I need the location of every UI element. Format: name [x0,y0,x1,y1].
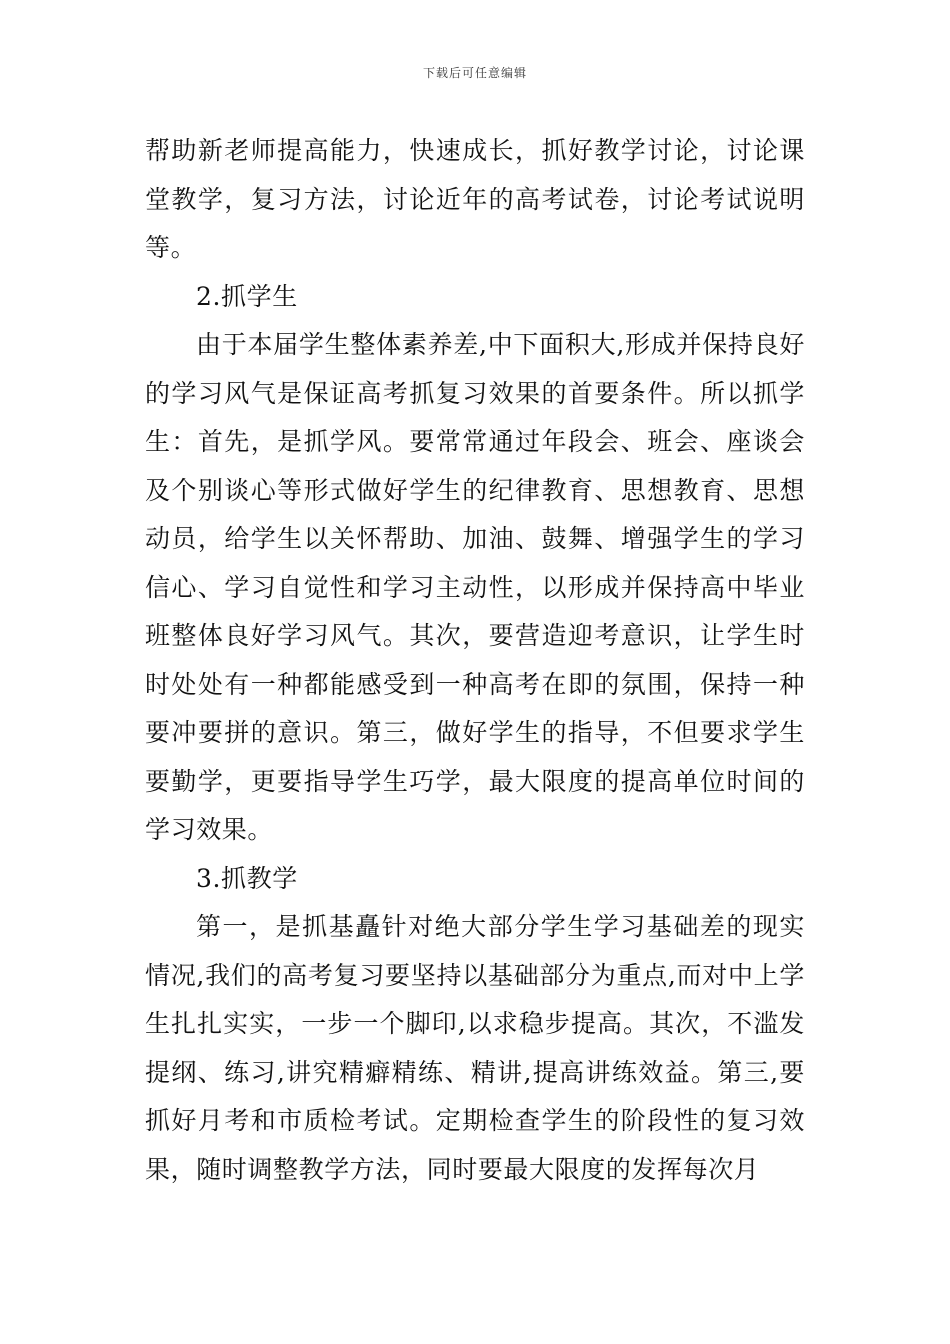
paragraph-2: 由于本届学生整体素养差,中下面积大,形成并保持良好的学习风气是保证高考抓复习效果的首要条件。所以抓学生：首先，是抓学风。要常常通过年段会、班会、座谈会及个别谈心等形式做好学生的纪律教育、思想教育、思想动员，给学生以关怀帮助、加油、鼓舞、增强学生的学习信心、学习自觉性和学习主动性，以形成并保持高中毕业班整体良好学习风气。其次，要营造迎考意识，让学生时时处处有一种都能感受到一种高考在即的氛围，保持一种要冲要拼的意识。第三，做好学生的指导，不但要求学生要勤学，更要指导学生巧学，最大限度的提高单位时间的学习效果。 [145,330,805,844]
section-heading-2: 2.抓学生 [196,281,298,311]
document-body [145,127,805,1194]
page-header: 下载后可任意编辑 [422,66,527,80]
section-heading-3: 3.抓教学 [196,863,298,893]
paragraph-1: 帮助新老师提高能力，快速成长，抓好教学讨论，讨论课堂教学，复习方法，讨论近年的高考试卷，讨论考试说明等。 [145,136,805,262]
paragraph-3: 第一，是抓基矗针对绝大部分学生学习基础差的现实情况,我们的高考复习要坚持以基础部分为重点,而对中上学生扎扎实实，一步一个脚印,以求稳步提高。其次，不滥发提纲、练习,讲究精癖精练、精讲,提高讲练效益。第三,要抓好月考和市质检考试。定期检查学生的阶段性的复习效果，随时调整教学方法，同时要最大限度的发挥每次月 [145,912,805,1184]
